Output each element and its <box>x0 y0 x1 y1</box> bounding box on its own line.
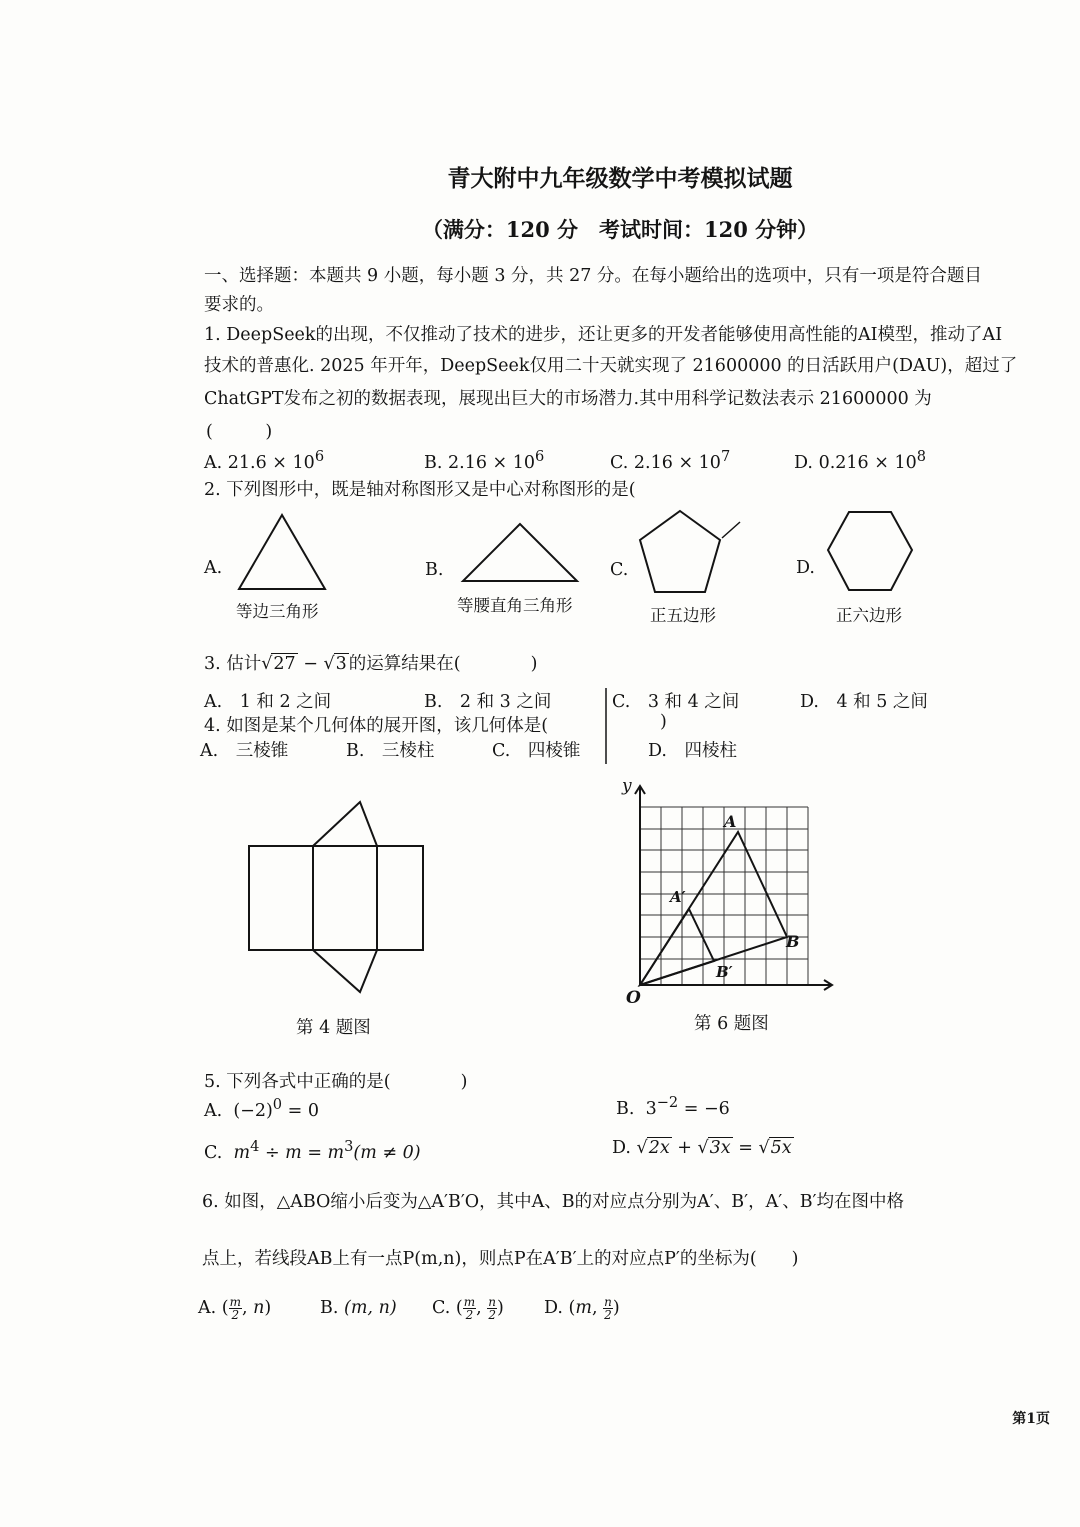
q6-option-c-fraction2 <box>487 1296 497 1321</box>
q1-option-b-label: B. <box>424 452 443 473</box>
q6-option-c-label: C. <box>432 1298 451 1318</box>
q5-option-c-term1: m <box>233 1142 251 1163</box>
q1-line1: 1. DeepSeek的出现，不仅推动了技术的进步，还让更多的开发者能够使用高性能的AI模型，推动了AI <box>204 325 1003 345</box>
q2-caption-a: 等边三角形 <box>236 602 319 621</box>
q6-option-d-fraction <box>603 1296 613 1321</box>
q6-option-d: D. (m, $\frac{n}{2}$ ) <box>544 1295 620 1322</box>
q1-line3: ChatGPT发布之初的数据表现，展现出巨大的市场潜力.其中用科学记数法表示 21600000 为 <box>204 389 932 409</box>
page-subtitle: （满分：120 分 考试时间：120 分钟） <box>421 217 819 242</box>
q6-option-c-numerator2: n <box>488 1295 496 1309</box>
origin-label: O <box>626 988 641 1008</box>
q5-option-c-term2: ÷ m = m <box>259 1142 345 1163</box>
q1-option-a-label: A. <box>204 452 223 473</box>
point-b-label: B <box>786 932 800 951</box>
q6-option-b <box>320 1298 397 1318</box>
q6-option-d-numerator: n <box>604 1295 612 1309</box>
q4-option-c: C. 四棱锥 <box>492 741 581 761</box>
page-title: 青大附中九年级数学中考模拟试题 <box>447 165 793 192</box>
q5-option-c-condition: (m ≠ 0) <box>353 1142 421 1163</box>
q5-option-c-label: C. <box>204 1142 223 1163</box>
q6-option-a-denominator: 2 <box>231 1308 240 1322</box>
q6-option-a-fraction <box>229 1296 242 1321</box>
q5-option-a-base: (−2) <box>233 1100 273 1121</box>
q5-option-a-label: A. <box>204 1100 223 1121</box>
q3-stem: 3. 估计√27 − √3 的运算结果在( ) <box>204 654 538 674</box>
q6-line2: 点上，若线段AB上有一点P(m,n)，则点P在A′B′上的对应点P′的坐标为( ) <box>202 1249 799 1269</box>
q1-option-c-mantissa: 2.16 × 10 <box>633 452 721 473</box>
q5-stem: 5. 下列各式中正确的是( ) <box>204 1072 468 1092</box>
q3-suffix: 的运算结果在( ) <box>348 654 538 674</box>
q5-option-d-equals: = <box>732 1138 759 1158</box>
q6-option-b-label: B. <box>320 1298 339 1318</box>
q2-stem: 2. 下列图形中，既是轴对称图形又是中心对称图形的是( <box>204 480 636 500</box>
point-b-prime-label: B′ <box>716 963 733 981</box>
q3-prefix: 3. 估计 <box>204 654 262 674</box>
q6-option-b-expression: (m, n) <box>344 1298 397 1318</box>
q3-minus: − <box>297 654 324 674</box>
figure-6-caption: 第 6 题图 <box>694 1014 769 1034</box>
y-axis-label: y <box>622 776 632 796</box>
q4-bracket-close: ) <box>660 712 667 732</box>
q6-option-a-n: n <box>253 1298 265 1318</box>
q1-line2: 技术的普惠化. 2025 年开年，DeepSeek仅用二十天就实现了 21600000 的日活跃用户(DAU)，超过了 <box>204 356 1018 376</box>
q1-option-c-exponent: 7 <box>720 448 731 465</box>
q1-option-d-exponent: 8 <box>916 448 926 465</box>
point-a-prime-label: A′ <box>670 888 686 906</box>
q6-option-d-denominator: 2 <box>604 1308 612 1322</box>
point-a-label: A <box>724 812 737 831</box>
q4-option-d: D. 四棱柱 <box>648 741 737 761</box>
q1-option-a-mantissa: 21.6 × 10 <box>227 452 315 473</box>
q6-option-c-denominator1: 2 <box>465 1308 474 1322</box>
q2-caption-c: 正五边形 <box>650 606 716 625</box>
q5-option-b-exponent: −2 <box>656 1094 679 1111</box>
q5-option-b-rhs: = −6 <box>678 1098 730 1119</box>
q6-option-d-m: m <box>575 1298 592 1318</box>
q1-option-a-exponent: 6 <box>314 448 325 465</box>
q1-option-b-mantissa: 2.16 × 10 <box>448 452 536 473</box>
q5-option-b <box>616 1094 730 1119</box>
q1-bracket: ( ) <box>206 422 273 442</box>
q6-option-c: C. ( $\frac{m}{2}$ , $\frac{n}{2}$ ) <box>432 1295 504 1322</box>
q3-option-c: C. 3 和 4 之间 <box>612 692 740 712</box>
q2-label-d: D. <box>796 558 815 578</box>
q6-option-a-label: A. <box>198 1298 217 1318</box>
q1-option-d-label: D. <box>794 452 813 473</box>
q5-option-d-radicand3: 5x <box>770 1138 792 1158</box>
q1-option-c-label: C. <box>610 452 629 473</box>
q6-option-c-fraction1 <box>463 1296 476 1321</box>
q4-option-b: B. 三棱柱 <box>346 741 435 761</box>
q6-option-a: A. ( $\frac{m}{2}$ , n) <box>198 1295 272 1322</box>
q6-option-d-label: D. <box>544 1298 563 1318</box>
q1-option-d-mantissa: 0.216 × 10 <box>818 452 917 473</box>
q2-caption-b: 等腰直角三角形 <box>457 596 573 615</box>
q2-label-a: A. <box>204 558 223 578</box>
q6-option-a-numerator: m <box>229 1295 241 1309</box>
q5-option-c-exponent2: 3 <box>344 1138 354 1155</box>
q4-option-a: A. 三棱锥 <box>200 741 289 761</box>
q6-option-c-denominator2: 2 <box>488 1308 496 1322</box>
q5-option-b-base: 3 <box>645 1098 657 1119</box>
q3-radicand-2: 3 <box>335 654 347 674</box>
q5-option-b-label: B. <box>616 1098 635 1119</box>
q5-option-d-radicand2: 3x <box>709 1138 731 1158</box>
q3-radicand-1: 27 <box>273 654 296 674</box>
q3-option-a: A. 1 和 2 之间 <box>204 692 332 712</box>
q3-option-b: B. 2 和 3 之间 <box>424 692 552 712</box>
section-instruction-line1: 一、选择题：本题共 9 小题，每小题 3 分，共 27 分。在每小题给出的选项中，只有一项是符合题目 <box>204 266 982 286</box>
q5-option-a <box>204 1096 319 1121</box>
q5-option-c <box>204 1138 421 1163</box>
q5-option-d-plus: + <box>671 1138 698 1158</box>
figure-4-caption: 第 4 题图 <box>296 1018 371 1038</box>
q3-option-d: D. 4 和 5 之间 <box>800 692 928 712</box>
q2-label-b: B. <box>425 560 444 580</box>
q2-label-c: C. <box>610 560 629 580</box>
q4-stem: 4. 如图是某个几何体的展开图，该几何体是( <box>204 716 549 736</box>
q2-caption-d: 正六边形 <box>836 606 902 625</box>
q5-option-a-exponent: 0 <box>272 1096 283 1113</box>
q5-option-d-radicand1: 2x <box>648 1138 670 1158</box>
q6-option-c-numerator1: m <box>463 1295 476 1309</box>
q5-option-a-rhs: = 0 <box>282 1100 320 1121</box>
q5-option-d-label: D. <box>612 1138 631 1158</box>
q5-option-c-exponent1: 4 <box>250 1138 260 1155</box>
q5-option-d: D. √2x + √3x = √5x <box>612 1138 792 1158</box>
page-number: 第1页 <box>1012 1411 1050 1427</box>
q1-option-b-exponent: 6 <box>535 448 545 465</box>
section-instruction-line2: 要求的。 <box>204 295 274 315</box>
q6-line1: 6. 如图，△ABO缩小后变为△A′B′O，其中A、B的对应点分别为A′、B′，A′、B′均在图中格 <box>202 1192 905 1212</box>
